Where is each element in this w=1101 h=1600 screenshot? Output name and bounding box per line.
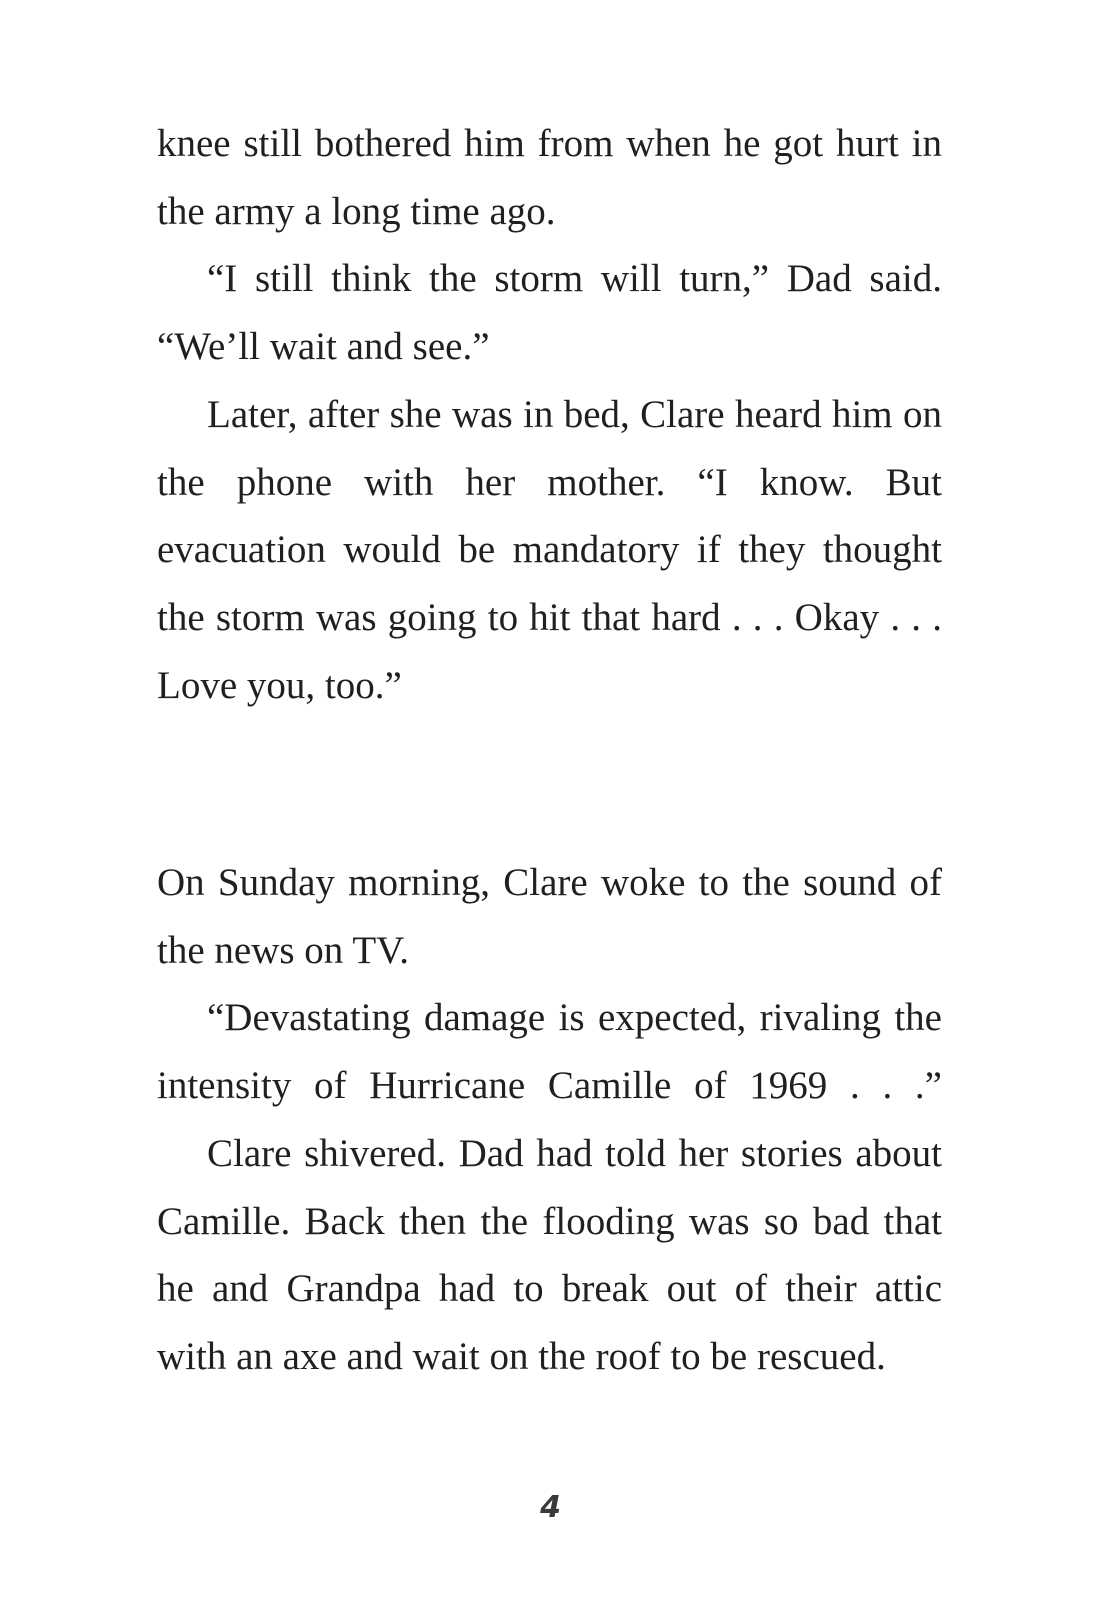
paragraph-news-quote: “Devastating damage is expected, rivaling the intensity of Hurricane Camille of 1969 . . .” bbox=[157, 996, 942, 1108]
paragraph-camille-story: Clare shivered. Dad had told her stories about Camille. Back then the flooding was so bad that he and Grandpa had to break out of their attic with an axe and wait on the roof to be rescued. bbox=[157, 1131, 942, 1378]
text-section-1 bbox=[157, 110, 942, 719]
page-number: 4 bbox=[540, 1490, 561, 1525]
paragraph-continuation: knee still bothered him from when he got hurt in the army a long time ago. bbox=[157, 122, 942, 233]
paragraph-phone-call: Later, after she was in bed, Clare heard him on the phone with her mother. “I know. But evacuation would be mandatory if they thought the storm was going to hit that hard . . . Okay . . . Love you, too.” bbox=[157, 392, 942, 707]
text-section-2 bbox=[157, 849, 942, 1391]
paragraph-dad-storm-turn: “I still think the storm will turn,” Dad said. “We’ll wait and see.” bbox=[157, 257, 942, 369]
paragraph-sunday-morning: On Sunday morning, Clare woke to the sound of the news on TV. bbox=[157, 861, 942, 972]
